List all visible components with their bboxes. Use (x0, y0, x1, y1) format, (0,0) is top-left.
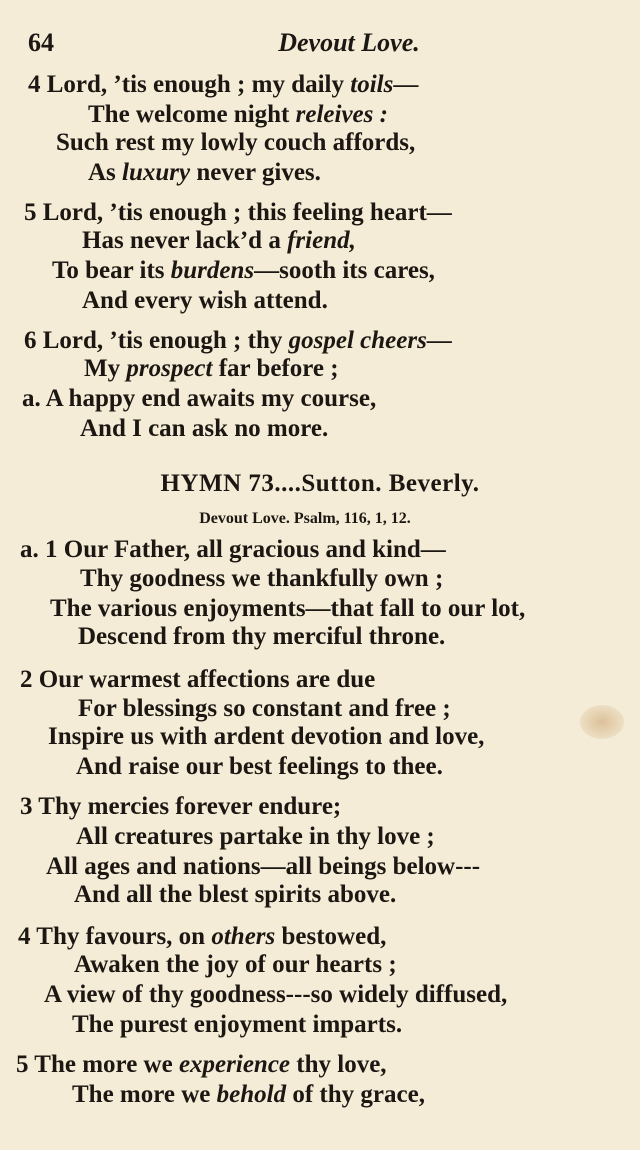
verse-line (82, 226, 356, 256)
verse-italic-text: prospect (126, 355, 213, 382)
verse-line (20, 792, 341, 822)
verse-text: The various enjoyments—that fall to our lot, (50, 595, 526, 622)
verse-text: A view of thy goodness---so widely diffused, (44, 981, 508, 1008)
verse-text: My (84, 355, 127, 382)
verse-text: 5 The more we (16, 1051, 179, 1078)
verse-line (88, 100, 388, 130)
verse-text: The welcome night (88, 101, 296, 128)
verse-text: Such rest my lowly couch affords, (56, 129, 416, 156)
verse-text: Descend from thy merciful throne. (78, 623, 446, 650)
running-head: Devout Love. (278, 28, 420, 57)
verse-line (78, 694, 451, 724)
verse-text: To bear its (52, 257, 171, 284)
verse-text: Awaken the joy of our hearts ; (74, 951, 397, 978)
verse-text: 6 Lord, ’tis enough ; thy (24, 327, 289, 354)
verse-italic-text: others (211, 923, 276, 950)
hymn-title: HYMN 73....Sutton. Beverly. (160, 470, 480, 497)
verse-text: a. 1 Our Father, all gracious and kind— (20, 536, 446, 563)
verse-text: And I can ask no more. (80, 415, 329, 442)
verse-text: — (393, 71, 419, 98)
verse-italic-text: friend, (287, 227, 356, 254)
verse-text: All creatures partake in thy love ; (76, 823, 435, 850)
paper-stain (580, 705, 624, 739)
verse-italic-text: behold (216, 1081, 287, 1108)
page-number: 64 (28, 28, 54, 57)
verse-italic-text: experience (178, 1051, 291, 1078)
verse-text: The purest enjoyment imparts. (72, 1011, 403, 1038)
verse-text: 4 Lord, ’tis enough ; my daily (28, 71, 351, 98)
verse-line (80, 414, 328, 444)
verse-line (20, 535, 446, 565)
verse-line (46, 852, 480, 882)
verse-italic-text: gospel cheers (288, 327, 427, 354)
verse-text: For blessings so constant and free ; (78, 695, 451, 722)
verse-line (74, 880, 396, 910)
verse-text: And all the blest spirits above. (74, 881, 397, 908)
verse-text: Inspire us with ardent devotion and love, (48, 723, 485, 750)
verse-line (44, 980, 507, 1010)
verse-line (50, 594, 525, 624)
verse-italic-text: luxury (122, 159, 191, 186)
verse-text: 3 Thy mercies forever endure; (20, 793, 342, 820)
verse-text: All ages and nations—all beings below--- (46, 853, 481, 880)
verse-line (16, 1050, 387, 1080)
verse-line (74, 950, 397, 980)
verse-text: of thy grace, (286, 1081, 425, 1108)
verse-text: — (426, 327, 452, 354)
verse-line (48, 722, 484, 752)
verse-line (24, 198, 452, 228)
verse-text: And raise our best feelings to thee. (76, 753, 443, 780)
verse-text: 2 Our warmest affections are due (20, 666, 376, 693)
verse-text: —sooth its cares, (254, 257, 435, 284)
verse-line (52, 256, 435, 286)
verse-line (28, 70, 418, 100)
verse-line (76, 752, 443, 782)
verse-text: 4 Thy favours, on (18, 923, 212, 950)
verse-line (82, 286, 328, 316)
verse-line (88, 158, 321, 188)
verse-text: 5 Lord, ’tis enough ; this feeling heart— (24, 199, 452, 226)
verse-line (18, 922, 386, 952)
verse-italic-text: releives : (295, 101, 388, 128)
verse-line (20, 665, 375, 695)
verse-text: Has never lack’d a (82, 227, 288, 254)
verse-text: As (88, 159, 123, 186)
page-header (28, 28, 610, 62)
verse-line (84, 354, 339, 384)
verse-line (72, 1010, 402, 1040)
verse-line (72, 1080, 425, 1110)
hymn-subtitle: Devout Love. Psalm, 116, 1, 12. (199, 510, 411, 527)
verse-text: never gives. (190, 159, 321, 186)
verse-line (78, 622, 445, 652)
verse-text: bestowed, (275, 923, 387, 950)
verse-line (76, 822, 435, 852)
verse-text: And every wish attend. (82, 287, 328, 314)
verse-line (56, 128, 415, 158)
verse-line (80, 564, 443, 594)
verse-text: far before ; (212, 355, 339, 382)
verse-italic-text: burdens (170, 257, 255, 284)
verse-line (24, 326, 452, 356)
verse-text: a. A happy end awaits my course, (22, 385, 377, 412)
verse-text: The more we (72, 1081, 217, 1108)
verse-italic-text: toils (350, 71, 394, 98)
verse-text: Thy goodness we thankfully own ; (80, 565, 444, 592)
verse-text: thy love, (290, 1051, 387, 1078)
verse-line (22, 384, 376, 414)
